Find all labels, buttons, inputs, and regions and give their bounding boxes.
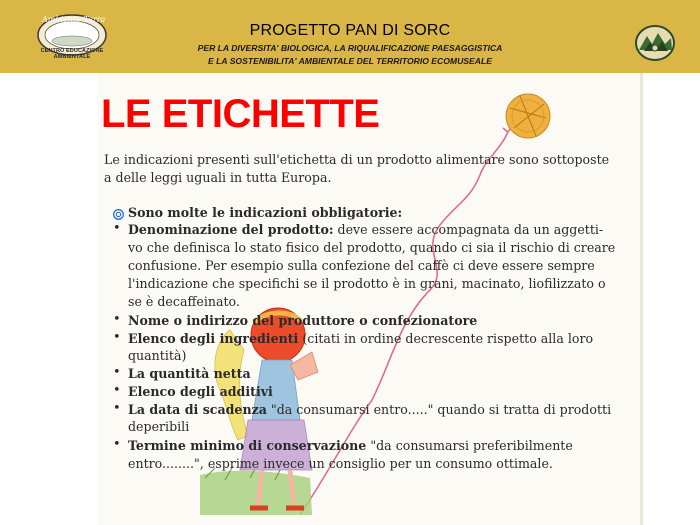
list-item: Termine minimo di conservazione "da consumarsi preferibilmente — [128, 438, 573, 453]
list-item: Elenco degli ingredienti (citati in ordine decrescente rispetto alla loro — [128, 331, 594, 346]
project-title: PROGETTO PAN DI SORC — [249, 22, 451, 39]
list-item-continuation: deperibili — [128, 419, 190, 434]
sun-drawing — [506, 94, 550, 138]
bullet-icon: • — [113, 437, 121, 452]
list-item: La data di scadenza "da consumarsi entro....." quando si tratta di prodotti — [128, 402, 612, 417]
list-item: Denominazione del prodotto: deve essere accompagnata da un aggetti- — [128, 222, 604, 237]
bullet-icon: • — [113, 330, 121, 345]
list-item-continuation: l'indicazione che specifichi se il prodotto è in grani, macinato, liofilizzato o — [128, 276, 606, 291]
list-item-continuation: entro........", esprime invece un consiglio per un consumo ottimale. — [128, 456, 553, 471]
intro-line-1: Le indicazioni presenti sull'etichetta di un prodotto alimentare sono sottoposte — [104, 152, 610, 167]
bullet-icon: • — [113, 401, 121, 416]
logo-script-text: Ambiente Terra — [42, 15, 106, 24]
logo-caption: CENTRO EDUCAZIONE AMBIENTALE — [40, 48, 104, 60]
list-heading: Sono molte le indicazioni obbligatorie: — [128, 205, 403, 220]
intro-line-2: a delle leggi uguali in tutta Europa. — [104, 170, 332, 185]
list-item: Nome o indirizzo del produttore o confezionatore — [128, 313, 478, 328]
page-title: LE ETICHETTE — [101, 92, 380, 136]
bullet-icon: • — [113, 365, 121, 380]
bullet-icon: • — [113, 383, 121, 398]
bullet-icon: • — [113, 312, 121, 327]
project-subtitle-line-2: E LA SOSTENIBILITA' AMBIENTALE DEL TERRITORIO ECOMUSEALE — [208, 56, 492, 66]
project-subtitle-line-1: PER LA DIVERSITA' BIOLOGICA, LA RIQUALIFICAZIONE PAESAGGISTICA — [197, 43, 503, 53]
list-item: La quantità netta — [128, 366, 251, 381]
list-item-continuation: quantità) — [128, 348, 187, 363]
list-item-continuation: vo che definisca lo stato fisico del prodotto, quando ci sia il rischio di creare — [128, 240, 616, 255]
bullet-icon: • — [113, 221, 121, 236]
list-item-continuation: se è decaffeinato. — [128, 294, 240, 309]
list-item-continuation: confusione. Per esempio sulla confezione del caffè ci deve essere sempre — [128, 258, 595, 273]
spiral-bullet-icon — [113, 209, 124, 220]
list-item: Elenco degli additivi — [128, 384, 273, 399]
